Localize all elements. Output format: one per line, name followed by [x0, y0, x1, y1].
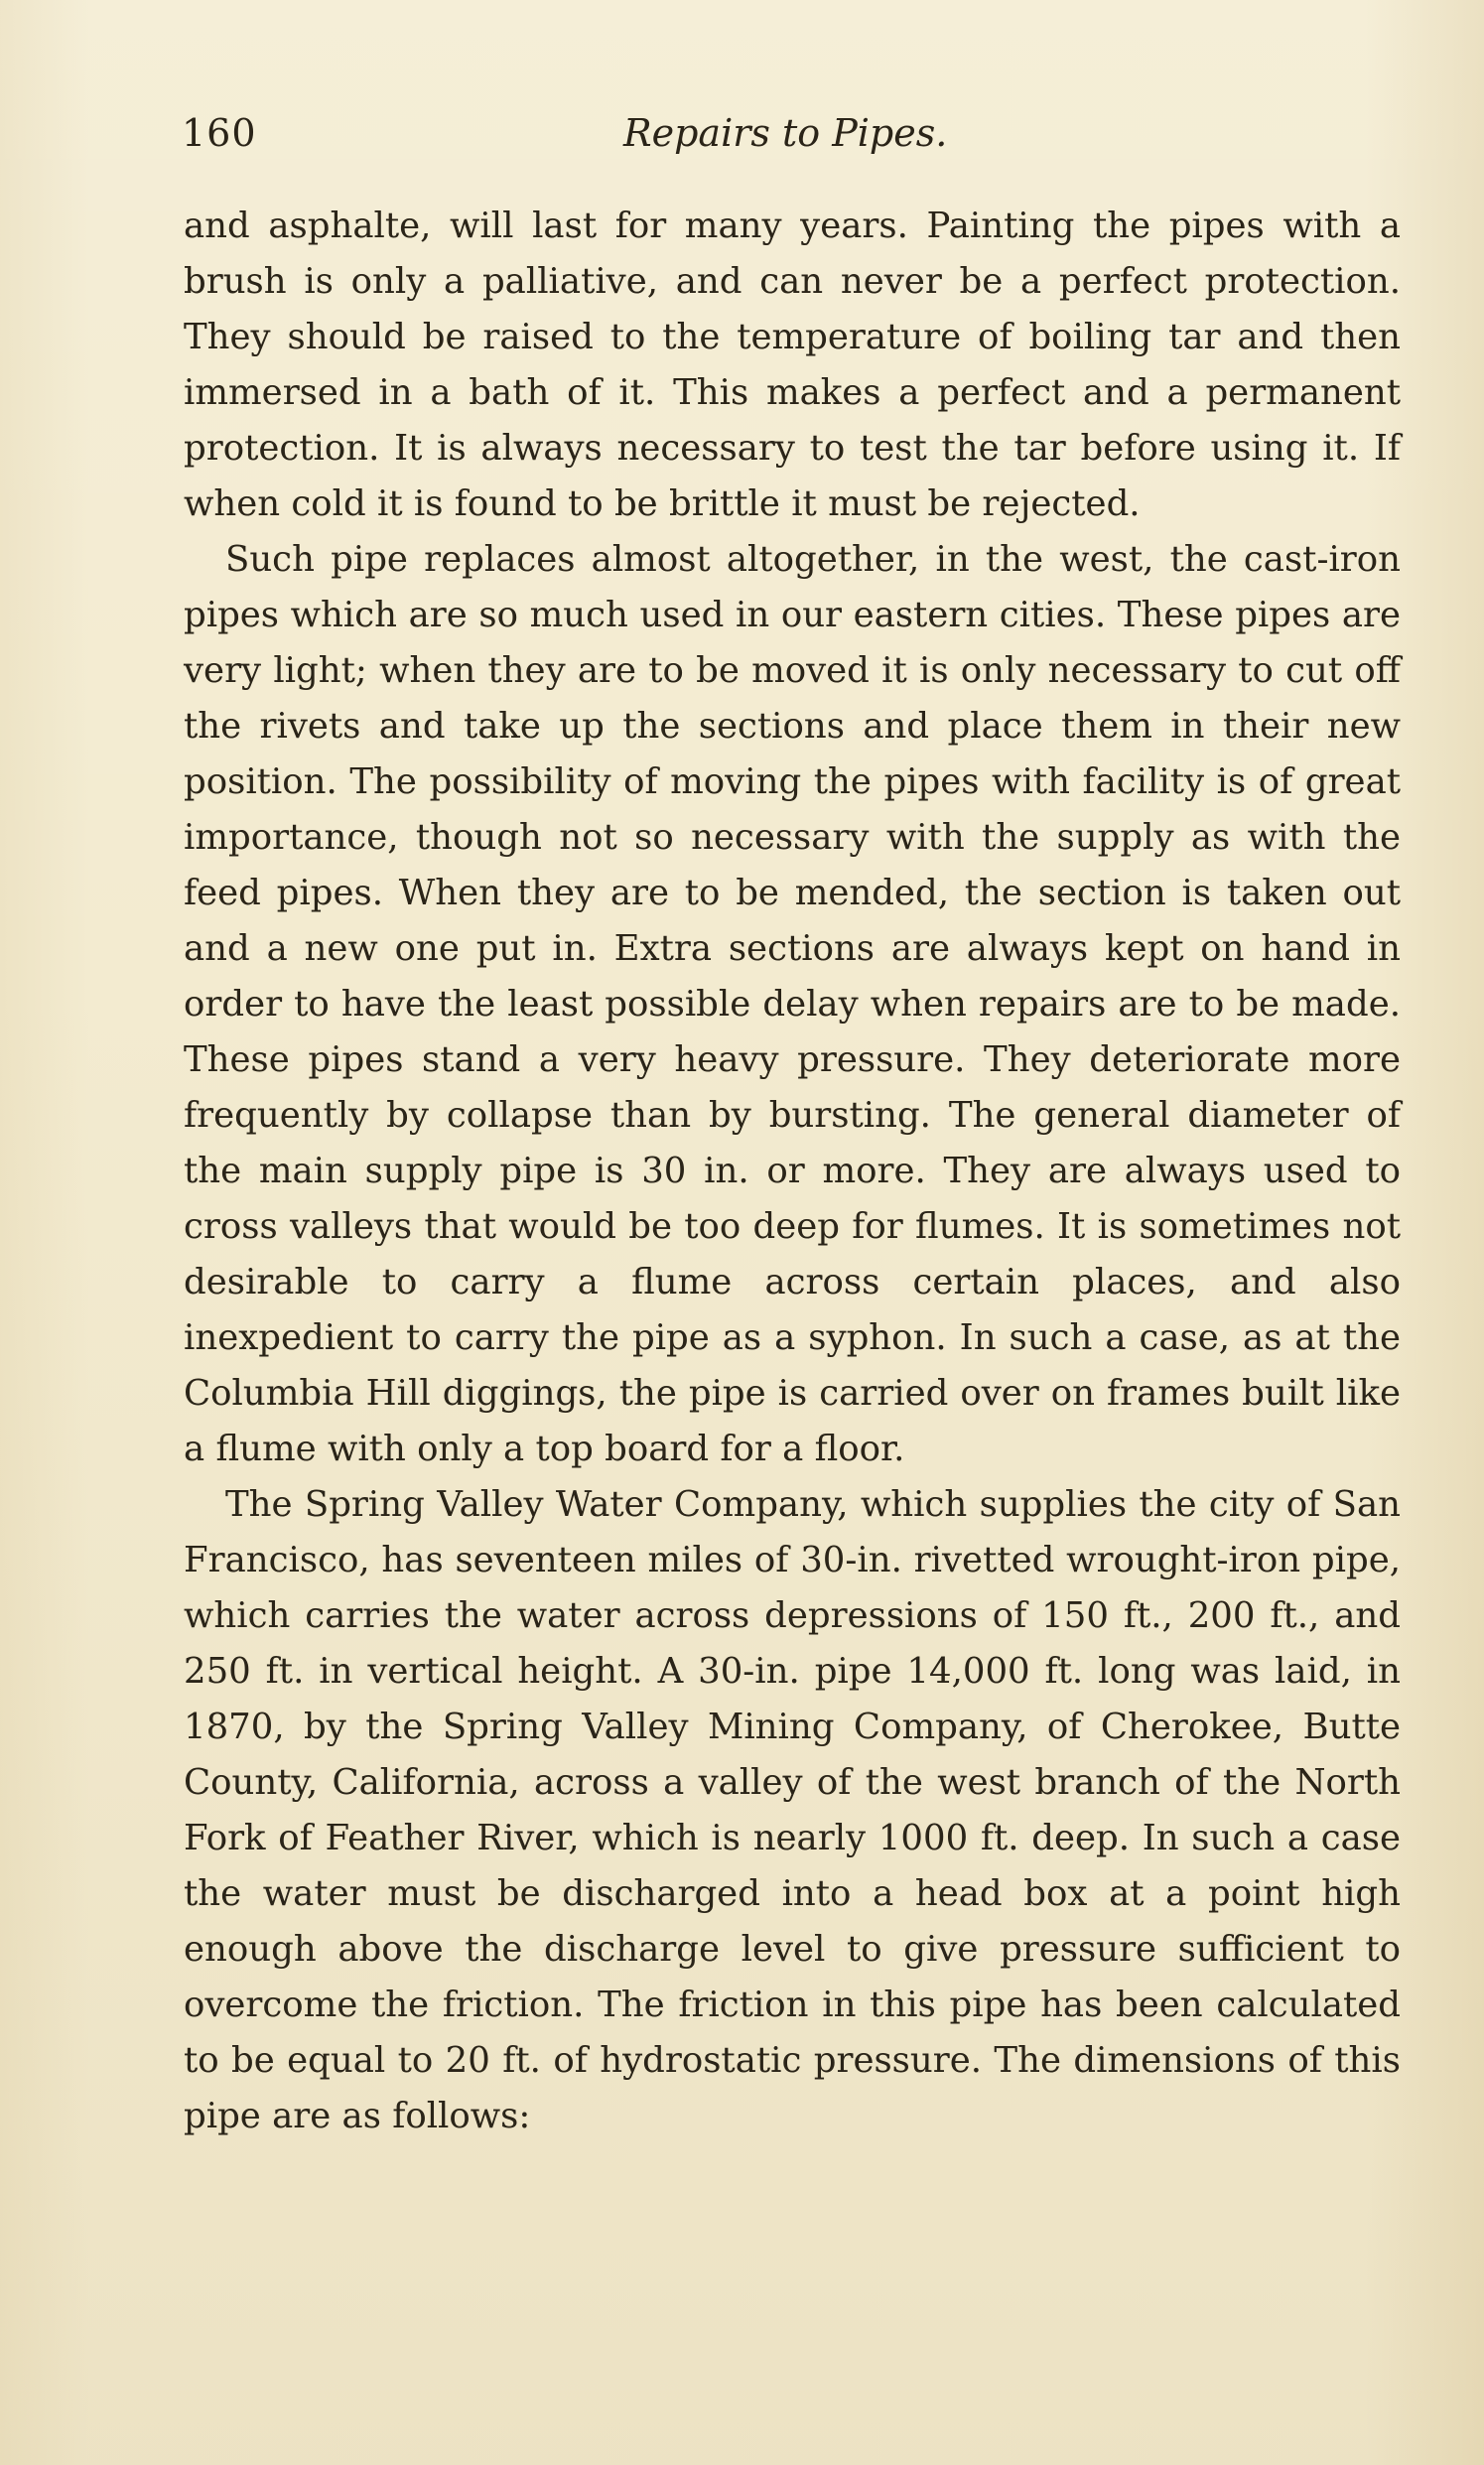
paragraph-spring-valley: The Spring Valley Water Company, which supplies the city of San Francisco, has seventeen miles of 30-in. rivetted wrought-iron pipe, which carries the water across depressions of 150 ft., 200 ft., and 250 ft. in vertical height. A 30-in. pipe 14,000 ft. long was laid, in 1870, by the Spring Valley Mining Company, of Cherokee, Butte County, California, across a valley of the west branch of the North Fork of Feather River, which is nearly 1000 ft. deep. In such a case the water must be discharged into a head box at a point high enough above the discharge level to give pressure sufficient to overcome the friction. The friction in this pipe has been calculated to be equal to 20 ft. of hydrostatic pressure. The dimensions of this pipe are as follows: [184, 1484, 1401, 2136]
running-title: Repairs to Pipes. [623, 111, 948, 155]
paragraph-pipe-replacement: Such pipe replaces almost altogether, in the west, the cast-iron pipes which are so much used in our eastern cities. These pipes are very light; when they are to be moved it is only necessary to cut off the rivets and take up the sections and place them in their new position. The possibility of moving the pipes with facility is of great importance, though not so necessary with the supply as with the feed pipes. When they are to be mended, the section is taken out and a new one put in. Extra sections are always kept on hand in order to have the least possible delay when repairs are to be made. These pipes stand a very heavy pressure. They deteriorate more frequently by collapse than by bursting. The general diameter of the main supply pipe is 30 in. or more. They are always used to cross valleys that would be too deep for flumes. It is sometimes not desirable to carry a flume across certain places, and also inexpedient to carry the pipe as a syphon. In such a case, as at the Columbia Hill diggings, the pipe is carried over on frames built like a flume with only a top board for a floor. [184, 539, 1401, 1469]
body-text [184, 199, 1401, 2144]
page-number: 160 [182, 111, 257, 155]
paragraph-continuation: and asphalte, will last for many years. Painting the pipes with a brush is only a palliative, and can never be a perfect protection. They should be raised to the temperature of boiling tar and then immersed in a bath of it. This makes a perfect and a permanent protection. It is always necessary to test the tar before using it. If when cold it is found to be brittle it must be rejected. [184, 205, 1401, 524]
running-header [182, 111, 1403, 171]
